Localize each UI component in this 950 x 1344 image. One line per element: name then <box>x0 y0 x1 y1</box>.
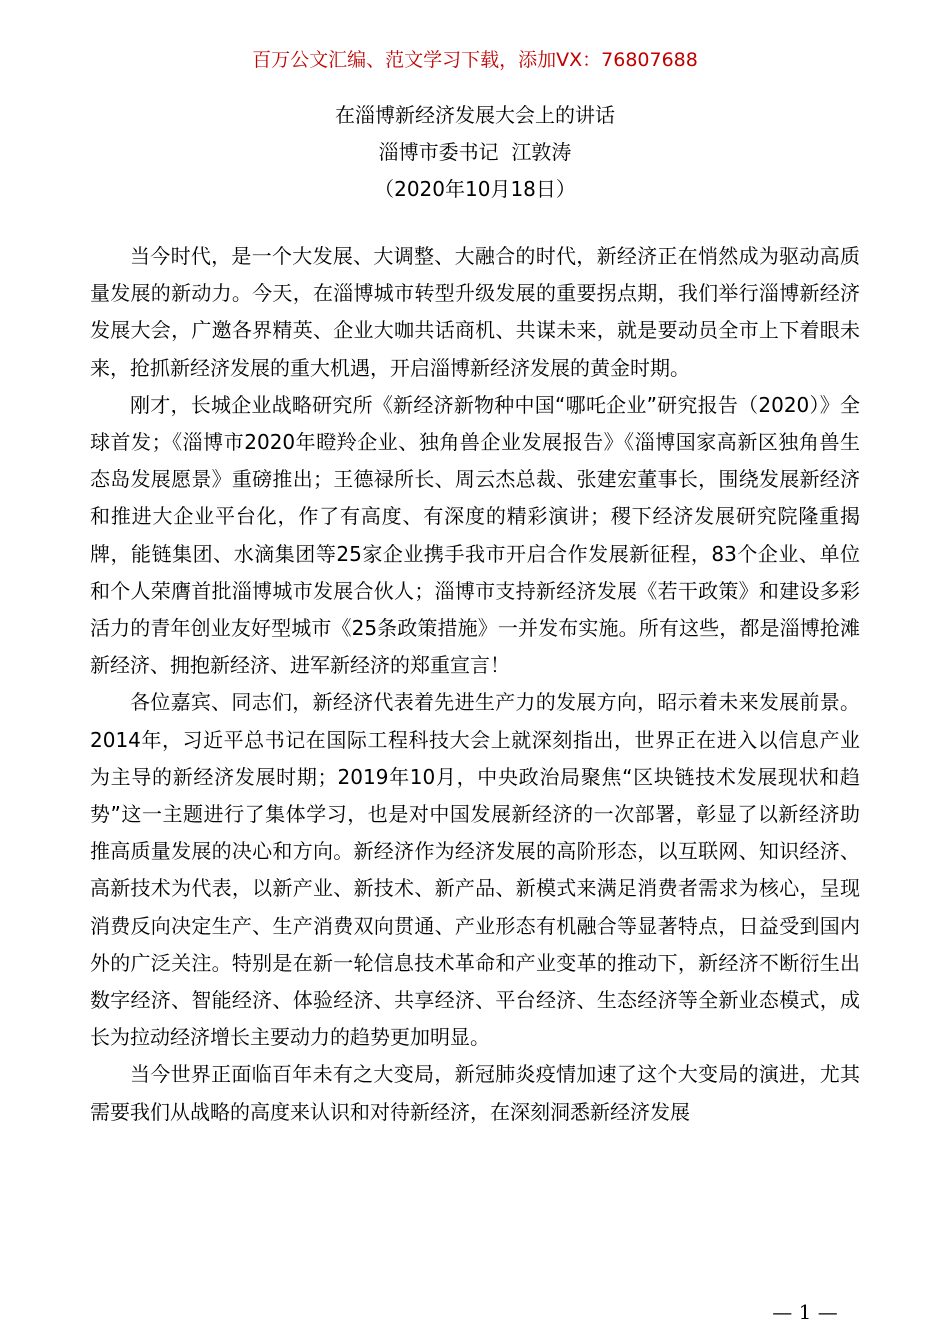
speech-date: （2020年10月18日） <box>374 177 576 201</box>
body-text <box>90 238 860 1131</box>
paragraph-1: 当今时代，是一个大发展、大调整、大融合的时代，新经济正在悄然成为驱动高质量发展的新动力。今天，在淄博城市转型升级发展的重要拐点期，我们举行淄博新经济发展大会，广邀各界精英、企业大咖共话商机、共谋未来，就是要动员全市上下着眼未来，抢抓新经济发展的重大机遇，开启淄博新经济发展的黄金时期。 <box>90 244 860 380</box>
paragraph-2: 刚才，长城企业战略研究所《新经济新物种中国“哪吒企业”研究报告（2020）》全球首发；《淄博市2020年瞪羚企业、独角兽企业发展报告》《淄博国家高新区独角兽生态岛发展愿景》重磅推出；王德禄所长、周云杰总裁、张建宏董事长，围绕发展新经济和推进大企业平台化，作了有高度、有深度的精彩演讲；稷下经济发展研究院隆重揭牌，能链集团、水滴集团等25家企业携手我市开启合作发展新征程，83个企业、单位和个人荣膺首批淄博城市发展合伙人；淄博市支持新经济发展《若干政策》和建设多彩活力的青年创业友好型城市《25条政策措施》一并发布实施。所有这些，都是淄博抢滩新经济、拥抱新经济、进军新经济的郑重宣言！ <box>90 392 860 678</box>
title-block <box>0 97 950 208</box>
page-number: — 1 — <box>772 1300 838 1324</box>
promo-banner: 百万公文汇编、范文学习下载，添加VX：76807688 <box>252 49 698 71</box>
speaker-line: 淄博市委书记 江敦涛 <box>378 140 572 164</box>
paragraph-4: 当今世界正面临百年未有之大变局，新冠肺炎疫情加速了这个大变局的演进，尤其需要我们从战略的高度来认识和对待新经济，在深刻洞悉新经济发展 <box>90 1062 860 1124</box>
paragraph-3: 各位嘉宾、同志们，新经济代表着先进生产力的发展方向，昭示着未来发展前景。2014年，习近平总书记在国际工程科技大会上就深刻指出，世界正在进入以信息产业为主导的新经济发展时期；2019年10月，中央政治局聚焦“区块链技术发展现状和趋势”这一主题进行了集体学习，也是对中国发展新经济的一次部署，彰显了以新经济助推高质量发展的决心和方向。新经济作为经济发展的高阶形态，以互联网、知识经济、高新技术为代表，以新产业、新技术、新产品、新模式来满足消费者需求为核心，呈现消费反向决定生产、生产消费双向贯通、产业形态有机融合等显著特点，日益受到国内外的广泛关注。特别是在新一轮信息技术革命和产业变革的推动下，新经济不断衍生出数字经济、智能经济、体验经济、共享经济、平台经济、生态经济等全新业态模式，成长为拉动经济增长主要动力的趋势更加明显。 <box>90 690 860 1050</box>
speech-title: 在淄博新经济发展大会上的讲话 <box>335 103 615 127</box>
